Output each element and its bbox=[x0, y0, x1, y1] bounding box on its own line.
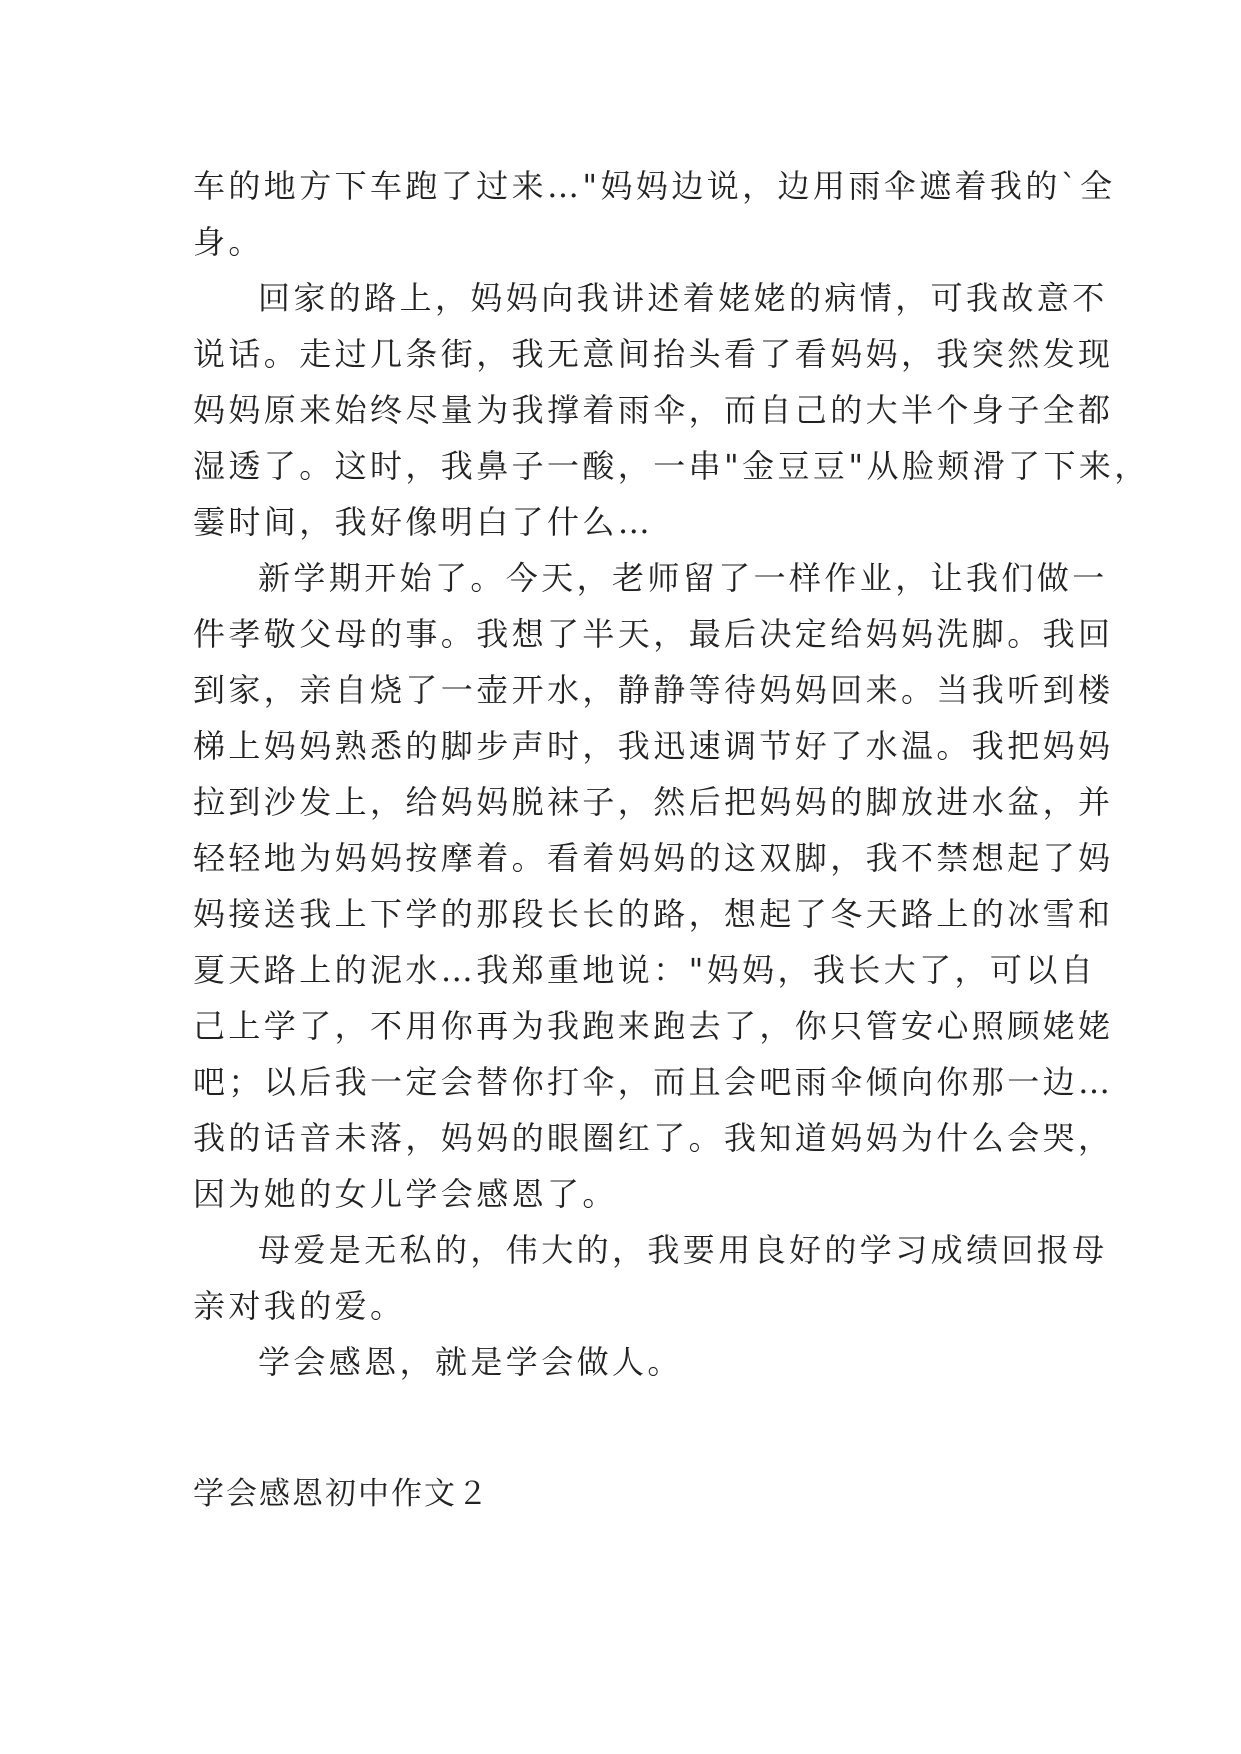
text-line: 说话。走过几条街，我无意间抬头看了看妈妈，我突然发现 bbox=[193, 335, 1114, 373]
section-heading: 学会感恩初中作文２ bbox=[193, 1476, 490, 1512]
text-line: 我的话音未落，妈妈的眼圈红了。我知道妈妈为什么会哭， bbox=[193, 1119, 1114, 1157]
text-line: 到家，亲自烧了一壶开水，静静等待妈妈回来。当我听到楼 bbox=[193, 671, 1114, 709]
text-line: 新学期开始了。今天，老师留了一样作业，让我们做一 bbox=[258, 559, 1108, 597]
text-line: 吧；以后我一定会替你打伞，而且会吧雨伞倾向你那一边… bbox=[193, 1063, 1114, 1101]
text-line: 拉到沙发上，给妈妈脱袜子，然后把妈妈的脚放进水盆，并 bbox=[193, 783, 1114, 821]
text-line: 车的地方下车跑了过来…"妈妈边说，边用雨伞遮着我的`全 bbox=[193, 167, 1116, 205]
text-line: 亲对我的爱。 bbox=[193, 1287, 406, 1325]
text-line: 件孝敬父母的事。我想了半天，最后决定给妈妈洗脚。我回 bbox=[193, 615, 1114, 653]
text-line: 妈接送我上下学的那段长长的路，想起了冬天路上的冰雪和 bbox=[193, 895, 1114, 933]
text-line: 湿透了。这时，我鼻子一酸，一串"金豆豆"从脸颊滑了下来， bbox=[193, 447, 1150, 485]
text-line: 回家的路上，妈妈向我讲述着姥姥的病情，可我故意不 bbox=[258, 279, 1108, 317]
text-line: 学会感恩，就是学会做人。 bbox=[258, 1343, 683, 1381]
text-line: 妈妈原来始终尽量为我撑着雨伞，而自己的大半个身子全都 bbox=[193, 391, 1114, 429]
text-line: 霎时间，我好像明白了什么… bbox=[193, 503, 654, 541]
text-line: 母爱是无私的，伟大的，我要用良好的学习成绩回报母 bbox=[258, 1231, 1108, 1269]
text-line: 梯上妈妈熟悉的脚步声时，我迅速调节好了水温。我把妈妈 bbox=[193, 727, 1114, 765]
text-line: 轻轻地为妈妈按摩着。看着妈妈的这双脚，我不禁想起了妈 bbox=[193, 839, 1114, 877]
text-line: 己上学了，不用你再为我跑来跑去了，你只管安心照顾姥姥 bbox=[193, 1007, 1114, 1045]
text-line: 身。 bbox=[193, 223, 264, 261]
text-line: 夏天路上的泥水…我郑重地说："妈妈，我长大了，可以自 bbox=[193, 951, 1097, 989]
text-line: 因为她的女儿学会感恩了。 bbox=[193, 1175, 618, 1213]
